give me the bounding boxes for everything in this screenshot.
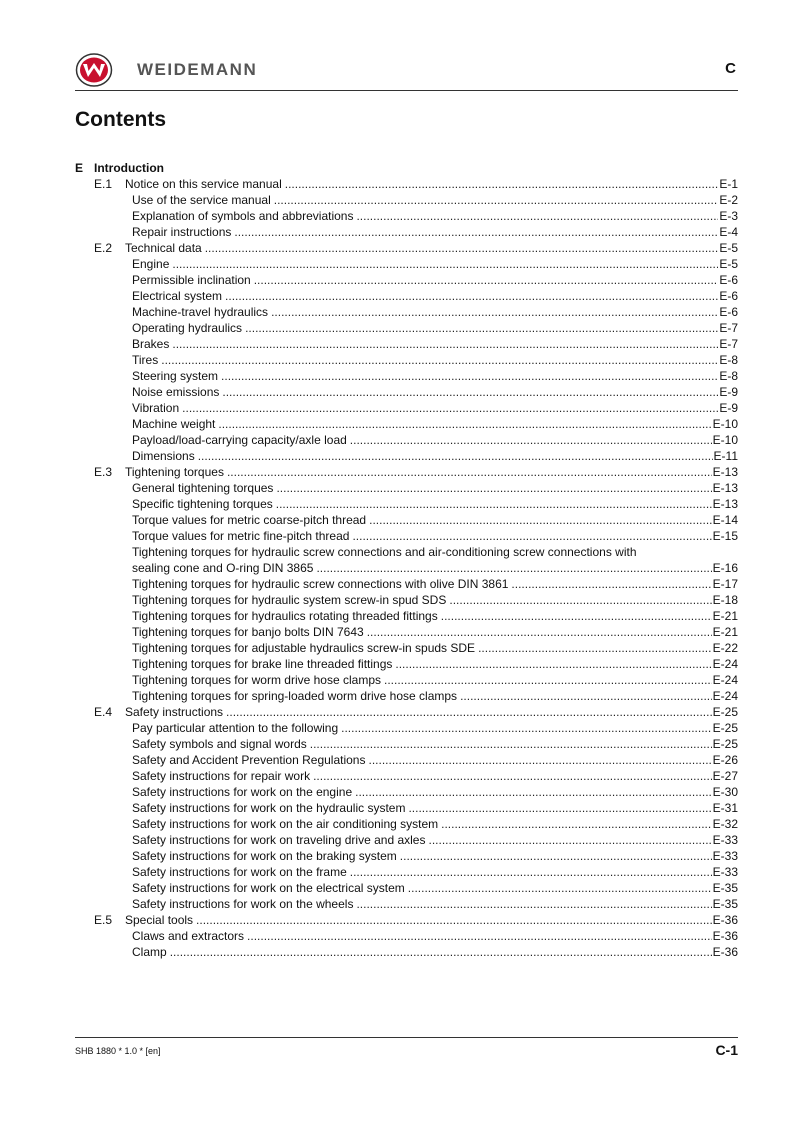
toc-entry[interactable] [75, 528, 738, 544]
dot-leader [225, 288, 718, 304]
toc-entry[interactable] [75, 224, 738, 240]
toc-entry[interactable] [75, 576, 738, 592]
entry-title: Safety instructions for work on the air conditioning system [132, 817, 439, 831]
entry-page-number: E-21 [712, 625, 738, 639]
entry-page-number: E-36 [712, 929, 738, 943]
entry-title: Electrical system [132, 289, 223, 303]
dot-leader [226, 704, 712, 720]
page-header [75, 50, 738, 91]
entry-page-number: E-36 [712, 913, 738, 927]
entry-title: Notice on this service manual [125, 177, 282, 191]
entry-title: Vibration [132, 401, 180, 415]
entry-title: Torque values for metric fine-pitch thread [132, 529, 350, 543]
dot-leader [400, 848, 712, 864]
dot-leader [511, 576, 711, 592]
entry-title: Steering system [132, 369, 219, 383]
entry-title: Machine-travel hydraulics [132, 305, 269, 319]
dot-leader [170, 944, 712, 960]
toc-entry[interactable] [75, 720, 738, 736]
page-title: Contents [75, 108, 166, 131]
toc-entry[interactable] [75, 752, 738, 768]
dot-leader [369, 512, 712, 528]
entry-page-number: E-9 [719, 401, 738, 415]
entry-title: Tightening torques for hydraulic screw connections with olive DIN 3861 [132, 577, 509, 591]
page-number: C-1 [715, 1042, 738, 1058]
toc-entry[interactable] [75, 560, 738, 576]
dot-leader [356, 208, 718, 224]
entry-page-number: E-4 [719, 225, 738, 239]
toc-entry[interactable] [75, 480, 738, 496]
entry-page-number: E-1 [719, 177, 738, 191]
entry-page-number: E-3 [719, 209, 738, 223]
entry-page-number: E-35 [712, 897, 738, 911]
entry-title: Noise emissions [132, 385, 220, 399]
weidemann-logo-icon [75, 53, 113, 87]
toc-entry[interactable] [75, 384, 738, 400]
toc-entry[interactable] [75, 448, 738, 464]
entry-title: Safety symbols and signal words [132, 737, 307, 751]
entry-page-number: E-10 [712, 417, 738, 431]
dot-leader [205, 240, 719, 256]
entry-title: Technical data [125, 241, 202, 255]
dot-leader [352, 528, 711, 544]
entry-page-number: E-13 [712, 497, 738, 511]
dot-leader [276, 496, 712, 512]
toc-entry[interactable] [75, 656, 738, 672]
toc-entry[interactable] [75, 944, 738, 960]
entry-page-number: E-8 [719, 369, 738, 383]
toc-entry[interactable] [75, 784, 738, 800]
entry-title: Tightening torques for adjustable hydraulics screw-in spuds SDE [132, 641, 476, 655]
entry-title: General tightening torques [132, 481, 274, 495]
entry-title: Operating hydraulics [132, 321, 243, 335]
toc-entry[interactable] [75, 496, 738, 512]
entry-page-number: E-26 [712, 753, 738, 767]
toc-entry[interactable] [75, 640, 738, 656]
page-footer [75, 1037, 738, 1058]
toc-entry[interactable] [75, 192, 738, 208]
dot-leader [350, 864, 712, 880]
entry-page-number: E-35 [712, 881, 738, 895]
entry-title: Explanation of symbols and abbreviations [132, 209, 354, 223]
entry-page-number: E-25 [712, 737, 738, 751]
entry-page-number: E-14 [712, 513, 738, 527]
entry-title: Permissible inclination [132, 273, 251, 287]
dot-leader [310, 736, 712, 752]
dot-leader [460, 688, 712, 704]
entry-page-number: E-15 [712, 529, 738, 543]
toc-entry[interactable] [75, 608, 738, 624]
toc-section[interactable] [75, 704, 738, 720]
dot-leader [182, 400, 718, 416]
entry-page-number: E-24 [712, 657, 738, 671]
entry-page-number: E-17 [712, 577, 738, 591]
entry-title: Tightening torques for brake line threaded fittings [132, 657, 393, 671]
dot-leader [350, 432, 712, 448]
entry-page-number: E-21 [712, 609, 738, 623]
dot-leader [478, 640, 712, 656]
entry-title: Safety instructions for work on the wheels [132, 897, 354, 911]
entry-page-number: E-24 [712, 689, 738, 703]
section-number: E.4 [94, 705, 113, 719]
toc-entry[interactable] [75, 304, 738, 320]
dot-leader [198, 448, 713, 464]
dot-leader [221, 368, 718, 384]
dot-leader [285, 176, 719, 192]
entry-title: Safety instructions [125, 705, 224, 719]
dot-leader [172, 256, 718, 272]
toc-entry[interactable] [75, 800, 738, 816]
entry-page-number: E-16 [712, 561, 738, 575]
entry-page-number: E-13 [712, 481, 738, 495]
entry-title: Tightening torques [125, 465, 224, 479]
entry-title: sealing cone and O-ring DIN 3865 [132, 561, 314, 575]
entry-page-number: E-6 [719, 289, 738, 303]
entry-title: Payload/load-carrying capacity/axle load [132, 433, 347, 447]
toc-entry[interactable] [75, 592, 738, 608]
toc-entry[interactable] [75, 832, 738, 848]
entry-title: Safety instructions for work on the frame [132, 865, 347, 879]
dot-leader [384, 672, 712, 688]
entry-title: Tightening torques for hydraulic system screw-in spud SDS [132, 593, 447, 607]
toc-entry[interactable] [75, 352, 738, 368]
toc-entry[interactable] [75, 288, 738, 304]
entry-page-number: E-33 [712, 865, 738, 879]
toc-chapter [75, 160, 738, 176]
toc-entry[interactable] [75, 688, 738, 704]
entry-page-number: E-6 [719, 273, 738, 287]
dot-leader [341, 720, 712, 736]
entry-page-number: E-5 [719, 257, 738, 271]
entry-page-number: E-9 [719, 385, 738, 399]
entry-title: Claws and extractors [132, 929, 245, 943]
toc-entry[interactable] [75, 416, 738, 432]
entry-title: Use of the service manual [132, 193, 271, 207]
toc-entry[interactable] [75, 864, 738, 880]
entry-page-number: E-25 [712, 721, 738, 735]
entry-page-number: E-7 [719, 337, 738, 351]
entry-page-number: E-25 [712, 705, 738, 719]
toc-section[interactable] [75, 912, 738, 928]
entry-page-number: E-6 [719, 305, 738, 319]
chapter-number: E [75, 161, 84, 175]
entry-title: Engine [132, 257, 170, 271]
entry-page-number: E-33 [712, 833, 738, 847]
entry-page-number: E-18 [712, 593, 738, 607]
entry-title: Torque values for metric coarse-pitch thread [132, 513, 367, 527]
dot-leader [395, 656, 711, 672]
entry-title: Specific tightening torques [132, 497, 273, 511]
entry-page-number: E-31 [712, 801, 738, 815]
dot-leader [355, 784, 712, 800]
toc-entry[interactable] [75, 768, 738, 784]
entry-title: Safety instructions for work on the electrical system [132, 881, 405, 895]
entry-title: Safety instructions for work on the engine [132, 785, 353, 799]
entry-title: Safety instructions for repair work [132, 769, 311, 783]
dot-leader [172, 336, 718, 352]
entry-title: Safety instructions for work on the braking system [132, 849, 397, 863]
entry-title: Dimensions [132, 449, 195, 463]
section-number: E.3 [94, 465, 113, 479]
dot-leader [276, 480, 711, 496]
entry-title: Machine weight [132, 417, 216, 431]
entry-title: Tires [132, 353, 159, 367]
entry-page-number: E-33 [712, 849, 738, 863]
toc-entry[interactable] [75, 512, 738, 528]
entry-page-number: E-24 [712, 673, 738, 687]
dot-leader [449, 592, 711, 608]
toc-entry-title-line: Tightening torques for hydraulic screw connections and air-conditioning screw connections with [132, 545, 637, 559]
toc-entry[interactable] [75, 672, 738, 688]
entry-page-number: E-32 [712, 817, 738, 831]
toc-entry[interactable] [75, 896, 738, 912]
entry-title: Clamp [132, 945, 167, 959]
dot-leader [218, 416, 711, 432]
toc-entry[interactable] [75, 256, 738, 272]
entry-title: Pay particular attention to the following [132, 721, 339, 735]
document-reference: SHB 1880 * 1.0 * [en] [75, 1046, 161, 1056]
entry-page-number: E-30 [712, 785, 738, 799]
entry-page-number: E-10 [712, 433, 738, 447]
section-number: E.1 [94, 177, 113, 191]
entry-page-number: E-5 [719, 241, 738, 255]
toc-entry[interactable] [75, 624, 738, 640]
dot-leader [161, 352, 718, 368]
toc-entry[interactable] [75, 320, 738, 336]
toc-entry[interactable] [75, 400, 738, 416]
dot-leader [227, 464, 712, 480]
dot-leader [254, 272, 719, 288]
entry-title: Safety and Accident Prevention Regulations [132, 753, 366, 767]
entry-title: Tightening torques for worm drive hose clamps [132, 673, 381, 687]
dot-leader [247, 928, 712, 944]
dot-leader [428, 832, 711, 848]
dot-leader [274, 192, 719, 208]
toc-section[interactable] [75, 464, 738, 480]
toc-entry[interactable] [75, 432, 738, 448]
dot-leader [356, 896, 711, 912]
toc-section[interactable] [75, 240, 738, 256]
dot-leader [222, 384, 718, 400]
dot-leader [408, 800, 711, 816]
chapter-title: Introduction [94, 161, 164, 175]
brand-name: WEIDEMANN [137, 60, 258, 79]
entry-title: Tightening torques for spring-loaded worm drive hose clamps [132, 689, 458, 703]
dot-leader [196, 912, 712, 928]
entry-title: Safety instructions for work on traveling drive and axles [132, 833, 426, 847]
dot-leader [234, 224, 718, 240]
dot-leader [441, 608, 712, 624]
section-number: E.5 [94, 913, 113, 927]
entry-title: Tightening torques for hydraulics rotating threaded fittings [132, 609, 438, 623]
toc-entry[interactable] [75, 272, 738, 288]
entry-page-number: E-11 [713, 449, 738, 463]
entry-title: Tightening torques for banjo bolts DIN 7643 [132, 625, 364, 639]
dot-leader [313, 768, 712, 784]
toc-entry[interactable] [75, 336, 738, 352]
dot-leader [245, 320, 718, 336]
entry-title: Repair instructions [132, 225, 232, 239]
dot-leader [271, 304, 718, 320]
entry-page-number: E-13 [712, 465, 738, 479]
entry-page-number: E-27 [712, 769, 738, 783]
entry-page-number: E-22 [712, 641, 738, 655]
entry-page-number: E-2 [719, 193, 738, 207]
dot-leader [368, 752, 711, 768]
dot-leader [441, 816, 712, 832]
table-of-contents [75, 160, 738, 960]
dot-leader [408, 880, 712, 896]
entry-page-number: E-7 [719, 321, 738, 335]
dot-leader [316, 560, 711, 576]
toc-entry[interactable] [75, 736, 738, 752]
entry-page-number: E-36 [712, 945, 738, 959]
toc-entry[interactable] [75, 368, 738, 384]
toc-section[interactable] [75, 176, 738, 192]
entry-title: Special tools [125, 913, 194, 927]
toc-entry[interactable] [75, 208, 738, 224]
toc-entry[interactable] [75, 848, 738, 864]
entry-page-number: E-8 [719, 353, 738, 367]
toc-entry[interactable] [75, 816, 738, 832]
section-number: E.2 [94, 241, 113, 255]
section-letter: C [725, 60, 736, 77]
entry-title: Safety instructions for work on the hydraulic system [132, 801, 406, 815]
toc-entry[interactable] [75, 928, 738, 944]
dot-leader [367, 624, 712, 640]
toc-entry[interactable] [75, 880, 738, 896]
entry-title: Brakes [132, 337, 170, 351]
